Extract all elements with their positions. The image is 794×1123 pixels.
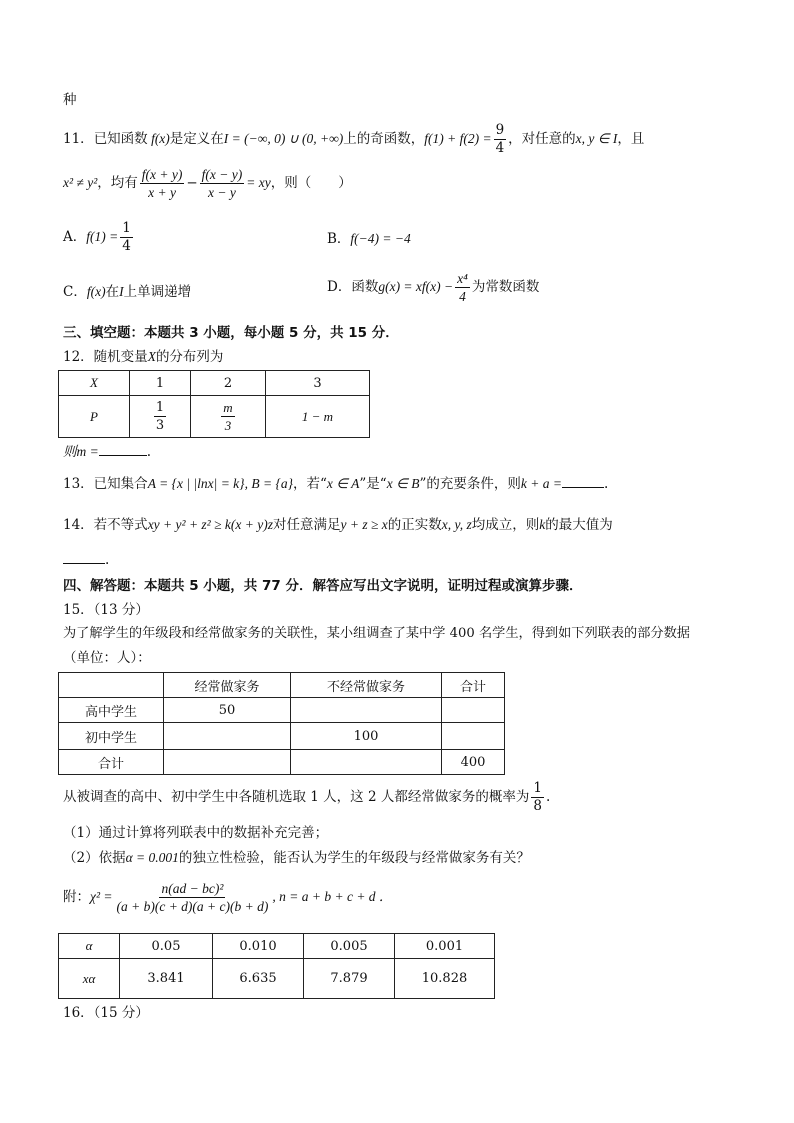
q15-cell: 合计 [59, 750, 164, 775]
q11-d-fraction: $\frac{\text{x⁴}}{4}$ [457, 271, 468, 304]
q12-stem: 12．随机变量X的分布列为 [63, 349, 224, 365]
q15-header: 15．（13 分） [63, 602, 149, 618]
q15-crit-cell: 0.05 [120, 934, 213, 959]
q15-crit-cell: 7.879 [304, 959, 395, 999]
q15-probability-line: 从被调查的高中、初中学生中各随机选取 1 人，这 2 人都经常做家务的概率为 $\frac{1}{8}$ . [63, 780, 551, 814]
top-fragment: 种 [63, 92, 77, 108]
q11-sum-fraction: $\frac{9}{4}$ [495, 122, 505, 156]
q14-stem: 14．若不等式xy + y² + z² ≥ k(x + y)z对任意满足y + z ≥ x的正实数x, y, z均成立，则k的最大值为 [63, 517, 613, 533]
q15-cell: 100 [291, 723, 442, 750]
q11-text: ，且 [617, 131, 645, 147]
q11-sum-expr: f(1) + f(2) = [424, 131, 492, 146]
q12-cell: 1 [130, 371, 191, 396]
q15-chi-fraction: $\frac{\text{n(ad − bc)²}}{(a + b)(c + d)(a + c)(b + d)}$ [116, 881, 269, 914]
q11-stem-line1: 11．已知函数 f(x)是定义在I = (−∞, 0) ∪ (0, +∞)上的奇函数，f(1) + f(2) = $\frac{9}{4}$ ，对任意的x, y ∈ I，且 [63, 122, 645, 156]
q15-prob-fraction: $\frac{1}{8}$ [533, 780, 542, 814]
section-3-heading: 三、填空题：本题共 3 小题，每小题 5 分，共 15 分． [63, 325, 399, 341]
q15-cell [59, 673, 164, 698]
q15-crit-cell: xα [59, 959, 120, 999]
q11-a-fraction: $\frac{1}{4}$ [122, 220, 131, 254]
q11-condition: x² ≠ y² [63, 175, 98, 190]
q11-rhs: = xy [246, 175, 271, 190]
q12-answer-line: 则m = . [63, 444, 152, 460]
q15-contingency-table [58, 672, 505, 775]
q15-crit-cell: 6.635 [213, 959, 304, 999]
q15-crit-cell: 3.841 [120, 959, 213, 999]
q12-cell: 2 [191, 371, 266, 396]
q11-text: ，均有 [97, 175, 138, 191]
q15-cell: 不经常做家务 [291, 673, 442, 698]
q15-crit-cell: 0.005 [304, 934, 395, 959]
q15-part1: （1）通过计算将列联表中的数据补充完善； [63, 825, 329, 841]
q11-text: ，对任意的 [508, 131, 576, 147]
q15-part2: （2）依据α = 0.001的独立性检验，能否认为学生的年级段与经常做家务有关？ [63, 850, 530, 866]
q15-cell: 初中学生 [59, 723, 164, 750]
q11-text: 上的奇函数， [343, 131, 425, 147]
q15-cell: 经常做家务 [164, 673, 291, 698]
q14-answer-line: . [63, 550, 109, 570]
q15-appendix: 附：χ² = $\frac{\text{n(ad − bc)²}}{(a + b)(c + d)(a + c)(b + d)}$ , n = a + b + c + d ． [63, 881, 393, 914]
q15-crit-cell: 0.001 [395, 934, 495, 959]
q14-blank [63, 551, 105, 564]
q11-frac2: $\frac{f(x - y)}{x - y}$ [201, 167, 243, 200]
q15-cell [442, 698, 505, 723]
q12-blank [99, 443, 147, 456]
q11-option-b: B．f(−4) = −4 [327, 231, 411, 247]
q15-crit-cell: 10.828 [395, 959, 495, 999]
q12-cell: P [59, 396, 130, 438]
q11-text: 已知函数 [93, 131, 148, 147]
q16-header: 16．（15 分） [63, 1005, 149, 1021]
q15-cell [442, 723, 505, 750]
q11-text: 是定义在 [169, 131, 224, 147]
q15-intro-line2: （单位：人）： [63, 650, 151, 666]
q11-stem-line2: x² ≠ y²，均有 $\frac{f(x + y)}{x + y}$ − $\frac{f(x - y)}{x - y}$ = xy，则（ ） [63, 167, 352, 200]
q15-cell [164, 723, 291, 750]
q15-cell [291, 698, 442, 723]
q15-critical-values-table [58, 933, 495, 999]
q12-cell-p1: $\frac{1}{3}$ [130, 396, 191, 438]
q12-cell-p3: 1 − m [266, 396, 370, 438]
q11-domain: I = (−∞, 0) ∪ (0, +∞) [223, 131, 344, 146]
section-4-heading: 四、解答题：本题共 5 小题，共 77 分．解答应写出文字说明，证明过程或演算步骤． [63, 578, 583, 594]
q11-frac1: $\frac{f(x + y)}{x + y}$ [141, 167, 183, 200]
q12-cell-p2: $\frac{m}{3}$ [191, 396, 266, 438]
q11-option-d: D．函数g(x) = xf(x) − $\frac{\text{x⁴}}{4}$ 为常数函数 [327, 271, 540, 304]
q11-option-a: A．f(1) = $\frac{1}{4}$ [63, 220, 131, 254]
q11-option-c: C．f(x)在I上单调递增 [63, 284, 192, 300]
q15-cell [291, 750, 442, 775]
q11-vars: x, y ∈ I [575, 131, 618, 146]
q11-text: ，则（ ） [270, 175, 352, 191]
q15-cell [164, 750, 291, 775]
q15-crit-cell: 0.010 [213, 934, 304, 959]
q12-cell: X [59, 371, 130, 396]
q12-cell: 3 [266, 371, 370, 396]
q13-stem: 13．已知集合A = {x | |lnx| = k}, B = {a}，若“x ∈ A”是“x ∈ B”的充要条件，则k + a = . [63, 476, 609, 492]
q11-number: 11． [63, 131, 94, 147]
q12-distribution-table [58, 370, 370, 438]
q15-cell: 合计 [442, 673, 505, 698]
q15-crit-cell: α [59, 934, 120, 959]
q15-cell: 400 [442, 750, 505, 775]
q15-cell: 50 [164, 698, 291, 723]
q15-cell: 高中学生 [59, 698, 164, 723]
q15-intro-line1: 为了解学生的年级段和经常做家务的关联性，某小组调查了某中学 400 名学生，得到如下列联表的部分数据 [63, 626, 690, 641]
q13-blank [562, 475, 604, 488]
